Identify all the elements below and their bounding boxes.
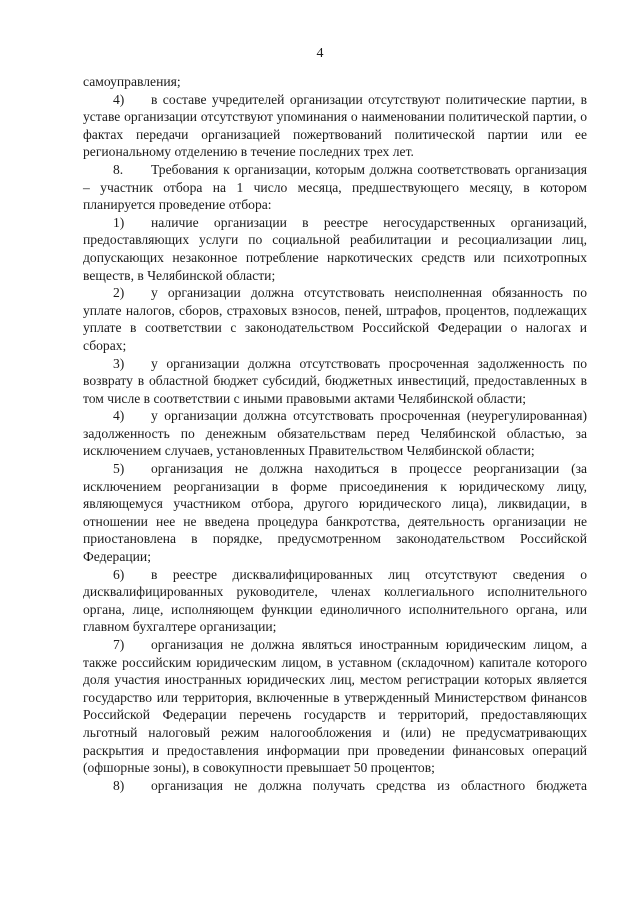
paragraph-text: у организации должна отсутствовать просроченная задолженность по возврату в областной бюджет субсидий, бюджетных инвестиций, предоставленных в том числе в соответствии с иными правовыми актами Челябинской области; — [83, 355, 587, 406]
paragraph-number: 4) — [113, 91, 125, 107]
paragraph-number: 6) — [113, 566, 125, 582]
paragraph-text: организация не должна находиться в процессе реорганизации (за исключением реорганизации в форме присоединения к юридическому лицу, являющемуся участником отбора, другого юридического лица), ликвидации, в отношении нее не введена процедура банкротства, деятельность организации не приостановлена в порядке, предусмотренном законодательством Российской Федерации; — [83, 461, 587, 565]
paragraph-text: у организации должна отсутствовать просроченная (неурегулированная) задолженность по денежным обязательствам перед Челябинской областью, за исключением случаев, установленных Правительством Челябинской области; — [83, 408, 587, 459]
paragraph — [83, 355, 587, 408]
paragraph — [83, 407, 587, 460]
paragraph-text: в реестре дисквалифицированных лиц отсутствуют сведения о дисквалифицированных руководителе, членах коллегиального исполнительного органа, лице, исполняющем функции единоличного исполнительного органа, или главном бухгалтере организации; — [83, 566, 587, 635]
paragraph — [83, 214, 587, 284]
paragraph-text: организация не должна являться иностранным юридическим лицом, а также российским юридическим лицом, в уставном (складочном) капитале которого доля участия иностранных юридических лиц, местом регистрации которых является государство или территория, включенные в утвержденный Министерством финансов Российской Федерации перечень государств и территорий, предоставляющих льготный налоговый режим налогообложения и (или) не предусматривающих раскрытия и предоставления информации при проведении финансовых операций (офшорные зоны), в совокупности превышает 50 процентов; — [83, 637, 587, 776]
paragraph-number: 4) — [113, 408, 125, 424]
document-body — [83, 73, 587, 794]
paragraph-text: наличие организации в реестре негосударственных организаций, предоставляющих услуги по социальной реабилитации и ресоциализации лиц, допускающих незаконное потребление наркотических средств или психотропных веществ, в Челябинской области; — [83, 214, 587, 283]
paragraph-number: 5) — [113, 461, 125, 477]
paragraph — [83, 161, 587, 214]
paragraph-number: 8) — [113, 777, 125, 793]
paragraph-text: организация не должна получать средства из областного бюджета — [151, 777, 587, 793]
paragraph — [83, 460, 587, 566]
paragraph-text: Требования к организации, которым должна соответствовать организация – участник отбора на 1 число месяца, предшествующего месяцу, в котором планируется проведение отбора: — [83, 161, 587, 213]
paragraph — [83, 284, 587, 354]
paragraph-number: 1) — [113, 214, 125, 230]
paragraph — [83, 777, 587, 795]
paragraph-text: у организации должна отсутствовать неисполненная обязанность по уплате налогов, сборов, страховых взносов, пеней, штрафов, процентов, подлежащих уплате в соответствии с законодательством Российской Федерации о налогах и сборах; — [83, 285, 587, 353]
paragraph-number: 7) — [113, 637, 125, 652]
paragraph — [83, 73, 587, 91]
page-number: 4 — [316, 46, 324, 61]
paragraph — [83, 91, 587, 161]
paragraph-number: 3) — [113, 355, 125, 371]
paragraph-number: 2) — [113, 285, 125, 301]
paragraph — [83, 636, 587, 777]
paragraph-number: 8. — [113, 161, 124, 177]
paragraph-text: в составе учредителей организации отсутствуют политические партии, в уставе организации отсутствуют упоминания о наименовании политической партии, о фактах передачи организацией пожертвований политической партии или ее региональному отделению в течение последних трех лет. — [83, 91, 587, 160]
paragraph — [83, 566, 587, 636]
paragraph-text: самоуправления; — [83, 74, 181, 89]
